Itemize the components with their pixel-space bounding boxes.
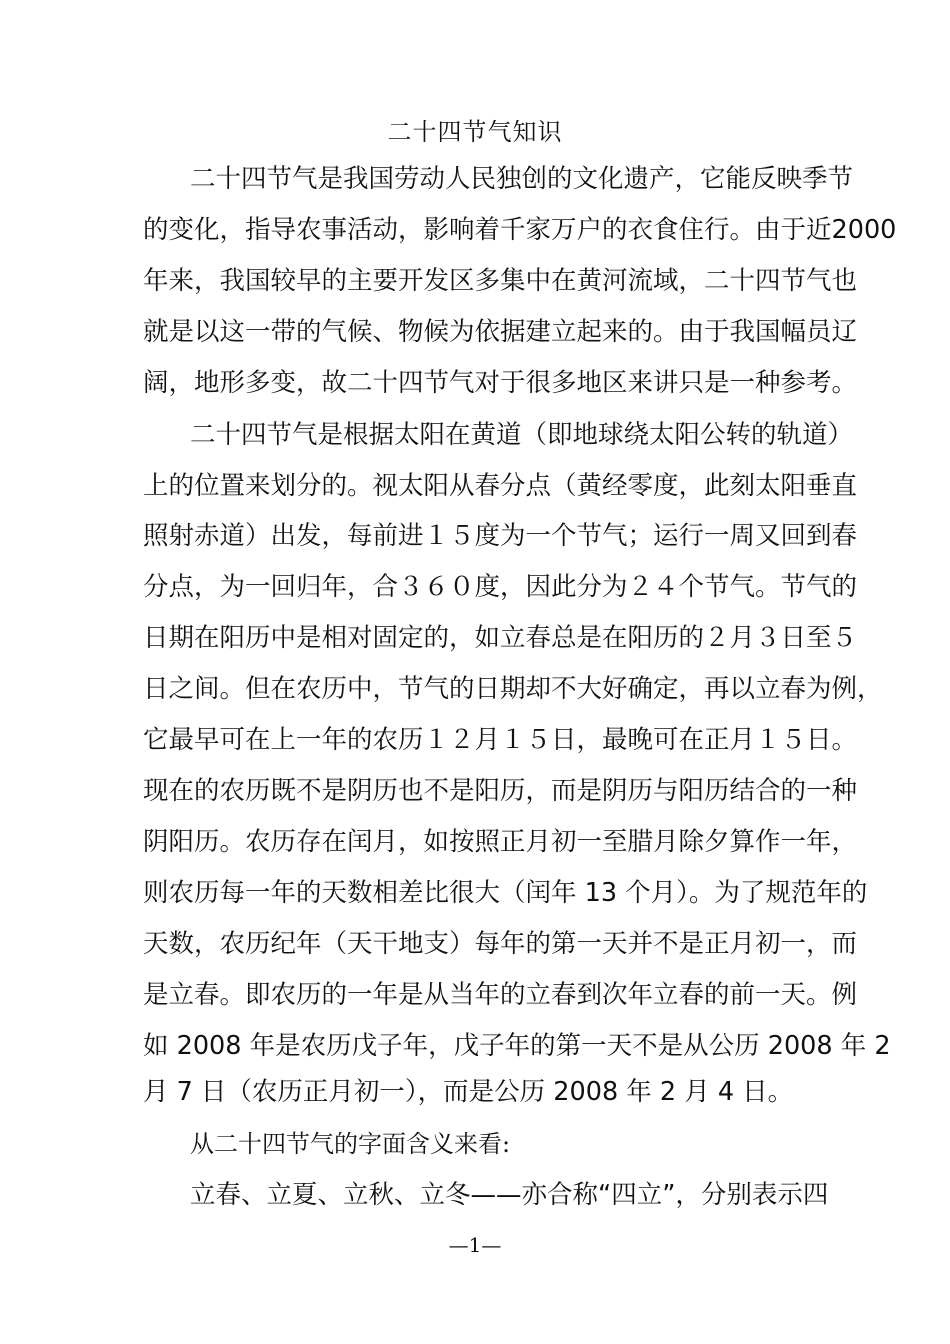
paragraph-line: 上的位置来划分的。视太阳从春分点（黄经零度，此刻太阳垂直 (143, 471, 858, 501)
paragraph-line: 分点，为一回归年，合３６０度，因此分为２４个节气。节气的 (143, 572, 858, 602)
paragraph-line: 照射赤道）出发，每前进１５度为一个节气；运行一周又回到春 (143, 521, 858, 551)
paragraph-line: 阔，地形多变，故二十四节气对于很多地区来讲只是一种参考。 (143, 368, 858, 398)
paragraph-line: 日之间。但在农历中，节气的日期却不大好确定，再以立春为例， (143, 674, 883, 704)
paragraph-line: 它最早可在上一年的农历１２月１５日，最晚可在正月１５日。 (143, 725, 858, 755)
paragraph-line: 日期在阳历中是相对固定的，如立春总是在阳历的２月３日至５ (143, 623, 858, 653)
paragraph-line: 二十四节气是我国劳动人民独创的文化遗产，它能反映季节 (190, 164, 854, 194)
paragraph-line: 立春、立夏、立秋、立冬——亦合称“四立”，分别表示四 (190, 1180, 829, 1210)
paragraph-line: 天数，农历纪年（天干地支）每年的第一天并不是正月初一，而 (143, 929, 858, 959)
page-number: —1— (448, 1233, 502, 1257)
document-title: 二十四节气知识 (387, 118, 563, 146)
paragraph-line: 如 2008 年是农历戊子年，戊子年的第一天不是从公历 2008 年 2 (143, 1031, 891, 1061)
paragraph-line: 现在的农历既不是阴历也不是阳历，而是阴历与阳历结合的一种 (143, 776, 858, 806)
paragraph-line: 就是以这一带的气候、物候为依据建立起来的。由于我国幅员辽 (143, 317, 858, 347)
paragraph-line: 年来，我国较早的主要开发区多集中在黄河流域，二十四节气也 (143, 266, 858, 296)
paragraph-line: 是立春。即农历的一年是从当年的立春到次年立春的前一天。例 (143, 980, 858, 1010)
section-intro: 从二十四节气的字面含义来看: (190, 1130, 511, 1158)
paragraph-line: 阴阳历。农历存在闰月，如按照正月初一至腊月除夕算作一年， (143, 827, 858, 857)
paragraph-line: 二十四节气是根据太阳在黄道（即地球绕太阳公转的轨道） (190, 420, 854, 450)
paragraph-line: 则农历每一年的天数相差比很大（闰年 13 个月）。为了规范年的 (143, 878, 868, 908)
paragraph-line: 的变化，指导农事活动，影响着千家万户的衣食住行。由于近2000 (143, 215, 897, 245)
paragraph-line: 月 7 日（农历正月初一），而是公历 2008 年 2 月 4 日。 (143, 1077, 794, 1107)
